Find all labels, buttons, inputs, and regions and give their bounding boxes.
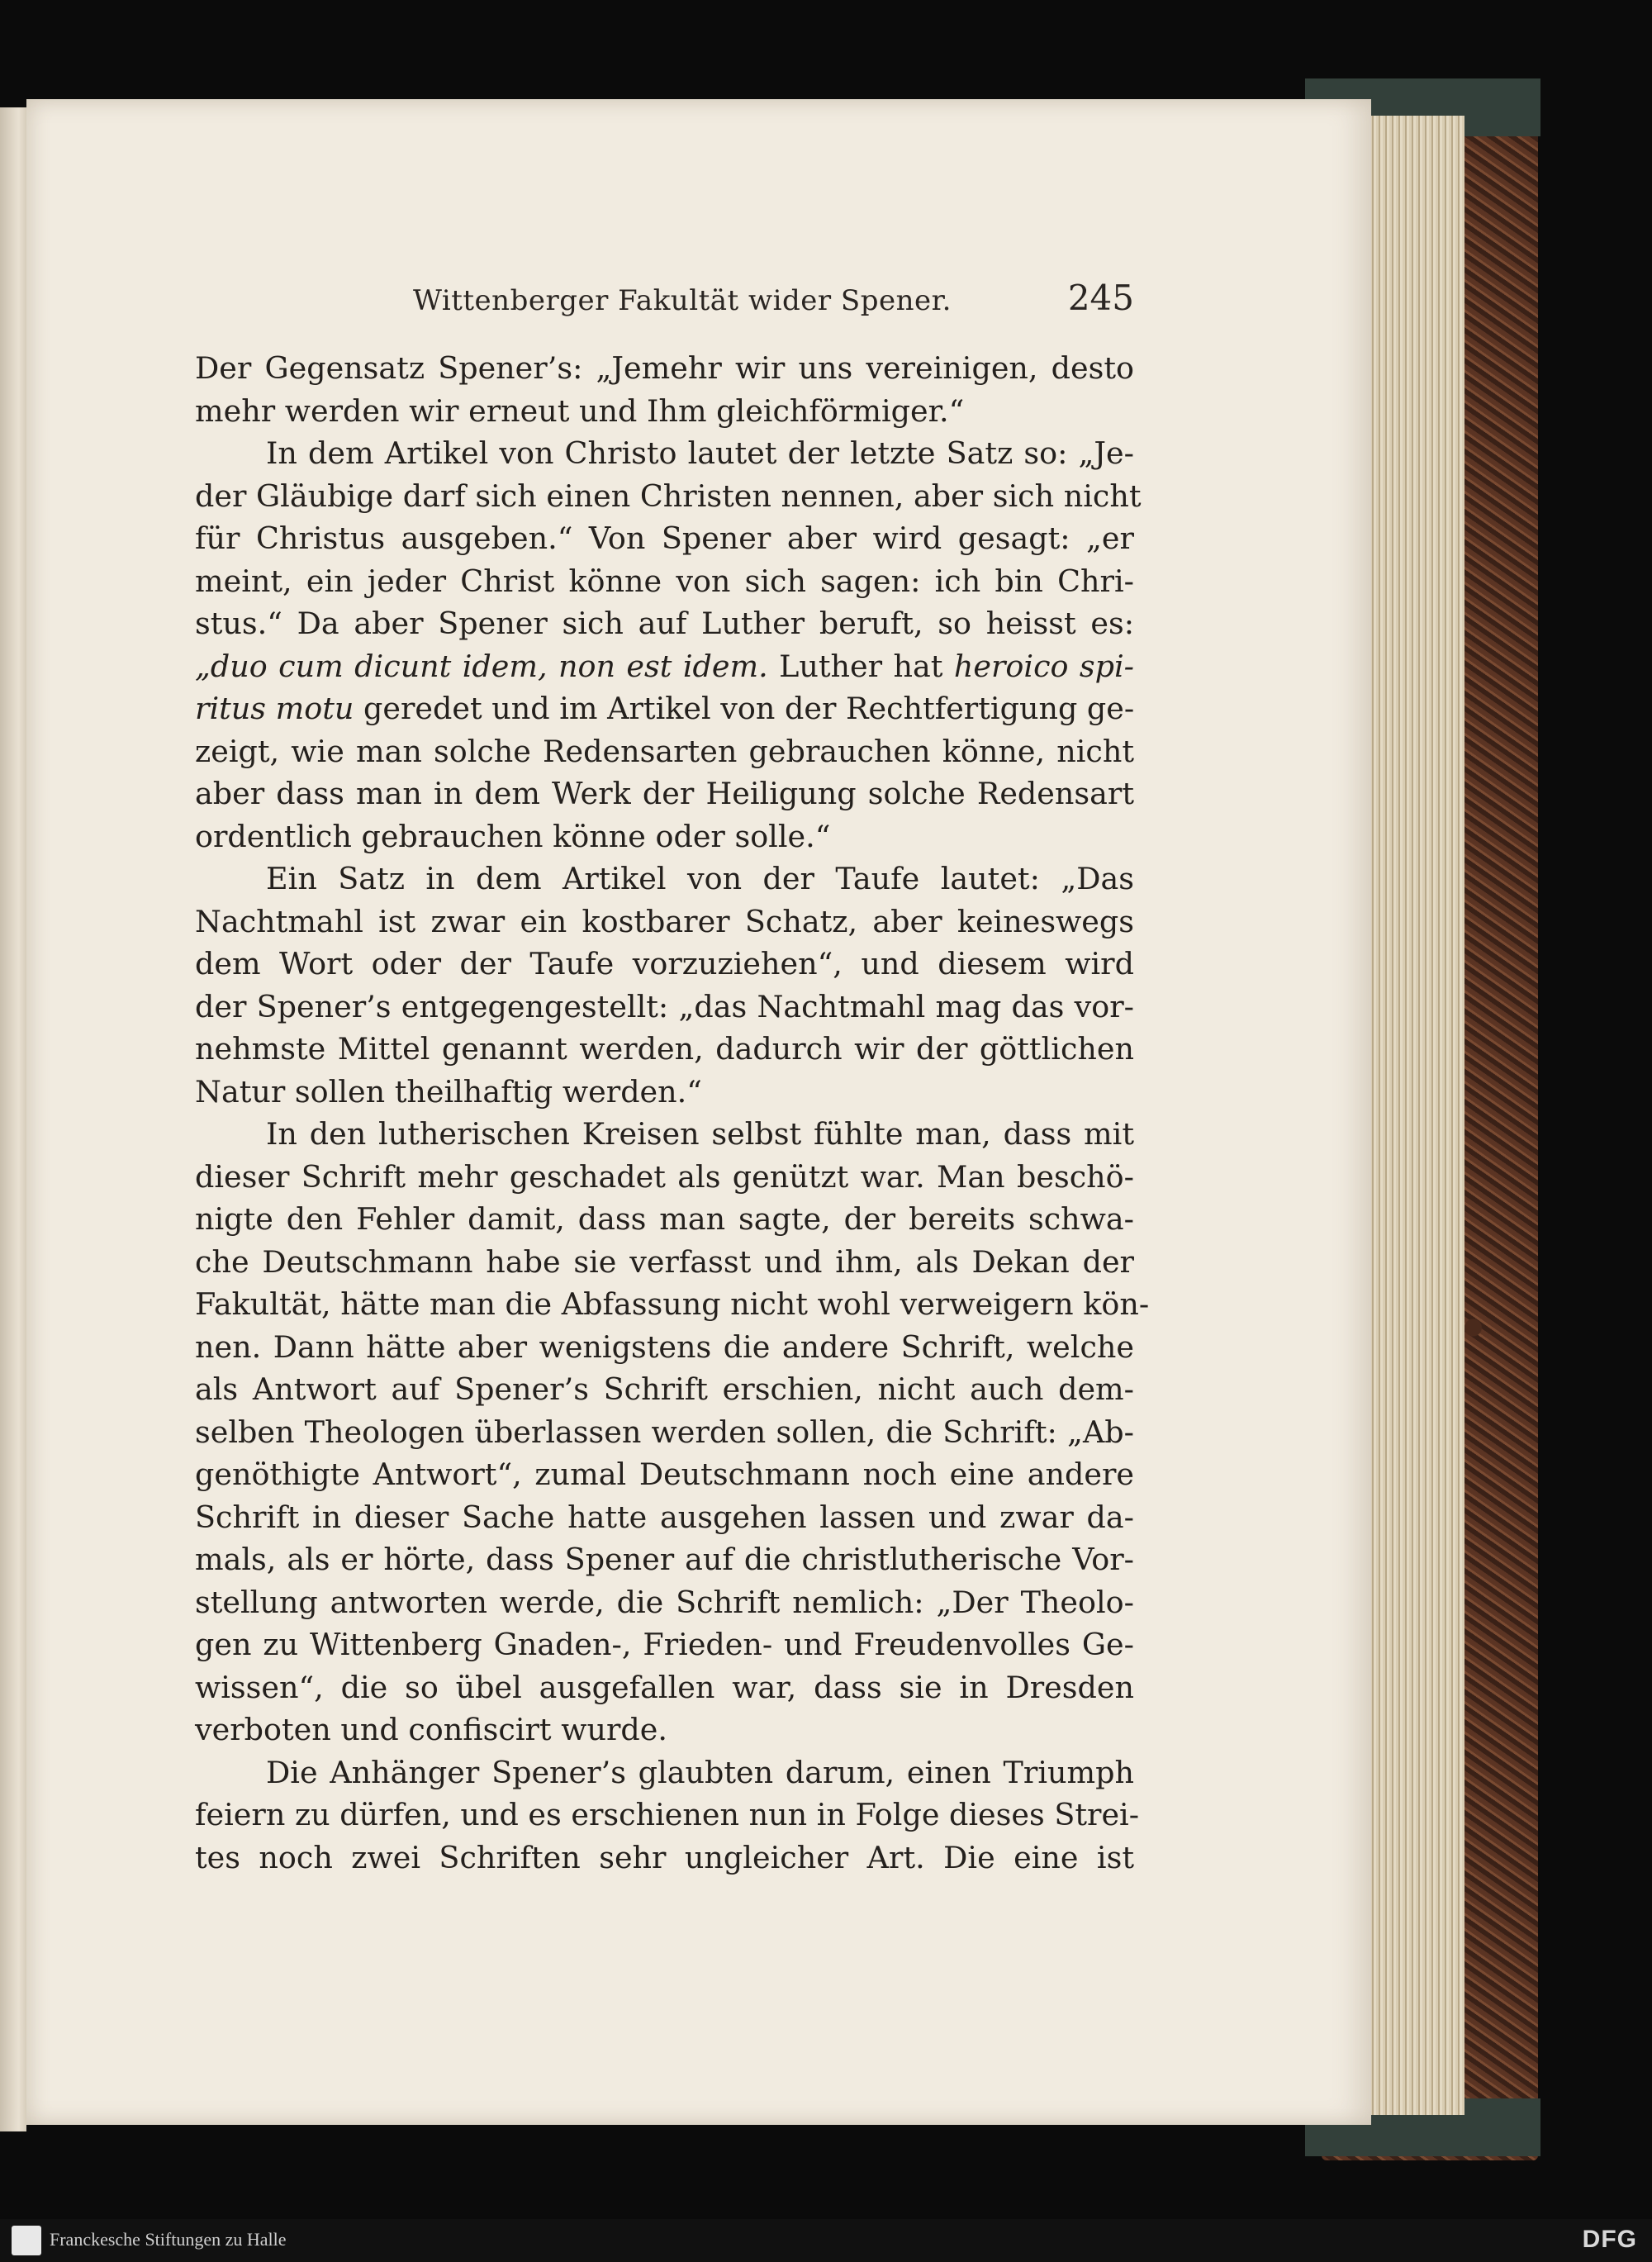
text-line: stus.“ Da aber Spener sich auf Luther beruft, so heisst es: bbox=[195, 606, 1134, 641]
text-line: In den lutherischen Kreisen selbst fühlte man, dass mit bbox=[266, 1116, 1134, 1152]
page-number: 245 bbox=[1067, 278, 1134, 318]
text-line: stellung antworten werde, die Schrift nemlich: „Der Theolo- bbox=[195, 1584, 1134, 1620]
italic-text: ritus motu bbox=[195, 691, 354, 726]
dfg-logo: DFG bbox=[1582, 2226, 1637, 2253]
italic-text: „duo cum dicunt idem, non est idem. bbox=[195, 648, 768, 684]
text-line bbox=[195, 645, 1134, 688]
text-line: Natur sollen theilhaftig werden.“ bbox=[195, 1073, 702, 1110]
text-line: mals, als er hörte, dass Spener auf die christlutherische Vor- bbox=[195, 1542, 1134, 1577]
text-line: Schrift in dieser Sache hatte ausgehen lassen und zwar da- bbox=[195, 1499, 1134, 1535]
roman-text: geredet und im Artikel von der Rechtfertigung ge- bbox=[354, 691, 1135, 726]
page-block-edges bbox=[1367, 116, 1464, 2115]
text-line: für Christus ausgeben.“ Von Spener aber wird gesagt: „er bbox=[195, 520, 1134, 556]
left-page-edge bbox=[0, 107, 26, 2131]
text-line: tes noch zwei Schriften sehr ungleicher Art. Die eine ist bbox=[195, 1839, 1134, 1875]
text-line: selben Theologen überlassen werden sollen, die Schrift: „Ab- bbox=[195, 1414, 1134, 1450]
text-line: genöthigte Antwort“, zumal Deutschmann noch eine andere bbox=[195, 1457, 1134, 1492]
footer-institution: Franckesche Stiftungen zu Halle bbox=[50, 2229, 287, 2250]
text-line: als Antwort auf Spener’s Schrift erschien, nicht auch dem- bbox=[195, 1371, 1134, 1407]
text-line: gen zu Wittenberg Gnaden-, Frieden- und Freudenvolles Ge- bbox=[195, 1627, 1134, 1662]
text-line: Fakultät, hätte man die Abfassung nicht wohl verweigern kön- bbox=[195, 1286, 1150, 1322]
text-line: wissen“, die so übel ausgefallen war, dass sie in Dresden bbox=[195, 1669, 1134, 1705]
text-line: nigte den Fehler damit, dass man sagte, der bereits schwa- bbox=[195, 1201, 1134, 1237]
text-line: nehmste Mittel genannt werden, dadurch wir der göttlichen bbox=[195, 1031, 1134, 1067]
text-line: meint, ein jeder Christ könne von sich sagen: ich bin Chri- bbox=[195, 563, 1134, 599]
text-line: mehr werden wir erneut und Ihm gleichförmiger.“ bbox=[195, 392, 965, 429]
text-line: Nachtmahl ist zwar ein kostbarer Schatz, aber keineswegs bbox=[195, 903, 1134, 939]
roman-text: Luther hat bbox=[767, 648, 954, 684]
text-line: Der Gegensatz Spener’s: „Jemehr wir uns vereinigen, desto bbox=[195, 350, 1134, 386]
text-line: aber dass man in dem Werk der Heiligung solche Redensart bbox=[195, 776, 1134, 811]
text-line: dem Wort oder der Taufe vorzuziehen“, und diesem wird bbox=[195, 946, 1134, 981]
text-line: dieser Schrift mehr geschadet als genützt war. Man beschö- bbox=[195, 1158, 1134, 1195]
text-line: che Deutschmann habe sie verfasst und ihm, als Dekan der bbox=[195, 1243, 1134, 1280]
text-line: nen. Dann hätte aber wenigstens die andere Schrift, welche bbox=[195, 1328, 1134, 1365]
institution-logo-icon bbox=[12, 2226, 41, 2255]
text-line: feiern zu dürfen, und es erschienen nun in Folge dieses Strei- bbox=[195, 1797, 1140, 1832]
text-line: der Spener’s entgegengestellt: „das Nachtmahl mag das vor- bbox=[195, 988, 1134, 1024]
running-head bbox=[195, 278, 1134, 327]
text-line bbox=[195, 687, 1134, 730]
italic-text: heroico spi- bbox=[953, 648, 1135, 684]
running-title: Wittenberger Fakultät wider Spener. bbox=[413, 284, 952, 317]
text-line: ordentlich gebrauchen könne oder solle.“ bbox=[195, 818, 831, 854]
text-line: verboten und confiscirt wurde. bbox=[195, 1712, 667, 1747]
text-line: Ein Satz in dem Artikel von der Taufe lautet: „Das bbox=[266, 861, 1134, 896]
footer-bar bbox=[0, 2219, 1652, 2262]
text-line: der Gläubige darf sich einen Christen nennen, aber sich nicht bbox=[195, 478, 1142, 514]
text-line: In dem Artikel von Christo lautet der letzte Satz so: „Je- bbox=[266, 435, 1134, 471]
text-line: Die Anhänger Spener’s glaubten darum, einen Triumph bbox=[266, 1754, 1134, 1790]
body-text bbox=[195, 347, 1150, 1879]
text-line: zeigt, wie man solche Redensarten gebrauchen könne, nicht bbox=[195, 733, 1134, 769]
